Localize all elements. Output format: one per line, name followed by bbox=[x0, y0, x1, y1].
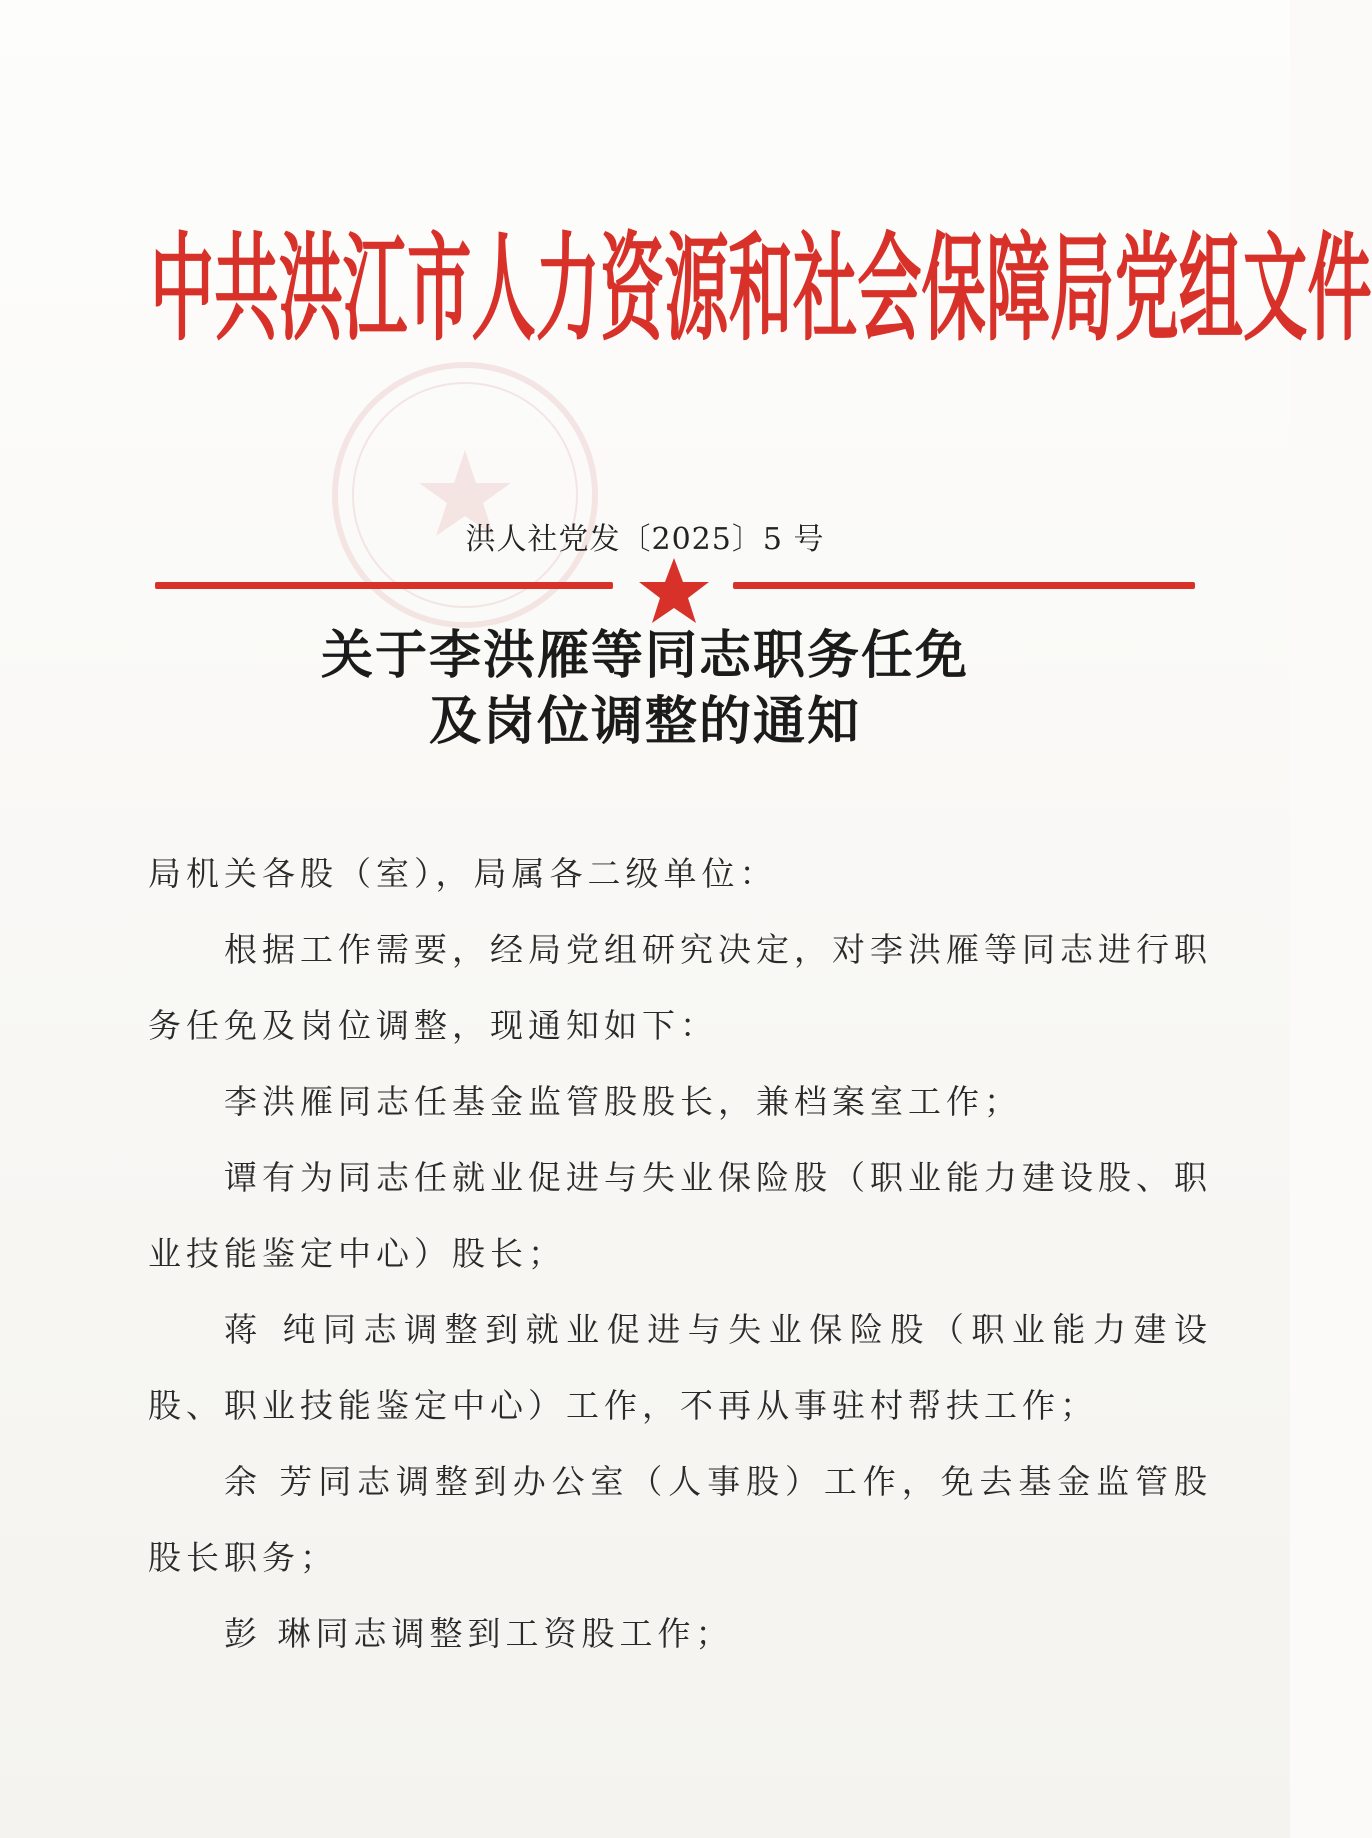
salutation: 局机关各股（室），局属各二级单位： bbox=[148, 854, 778, 893]
notice-body bbox=[148, 836, 1212, 1672]
red-star-icon bbox=[636, 556, 712, 626]
document-number: 洪人社党发〔2025〕5 号 bbox=[465, 522, 825, 557]
red-rule-right bbox=[733, 582, 1195, 589]
letterhead-title: 中共洪江市人力资源和社会保障局党组文件 bbox=[150, 220, 1372, 357]
body-paragraph: 根据工作需要，经局党组研究决定，对李洪雁等同志进行职务任免及岗位调整，现通知如下： bbox=[148, 930, 1212, 1045]
notice-title-line-1: 关于李洪雁等同志职务任免 bbox=[320, 626, 969, 686]
red-rule-left bbox=[155, 582, 613, 589]
body-paragraph: 余 芳同志调整到办公室（人事股）工作，免去基金监管股股长职务； bbox=[148, 1462, 1212, 1577]
red-letterhead bbox=[150, 220, 1372, 400]
body-paragraph: 李洪雁同志任基金监管股股长，兼档案室工作； bbox=[224, 1082, 1022, 1121]
body-paragraph: 谭有为同志任就业促进与失业保险股（职业能力建设股、职业技能鉴定中心）股长； bbox=[148, 1158, 1212, 1273]
body-paragraph: 蒋 纯同志调整到就业促进与失业保险股（职业能力建设股、职业技能鉴定中心）工作，不再从事驻村帮扶工作； bbox=[148, 1310, 1212, 1425]
body-paragraph: 彭 琳同志调整到工资股工作； bbox=[224, 1614, 734, 1653]
notice-title-line-2: 及岗位调整的通知 bbox=[428, 692, 861, 752]
